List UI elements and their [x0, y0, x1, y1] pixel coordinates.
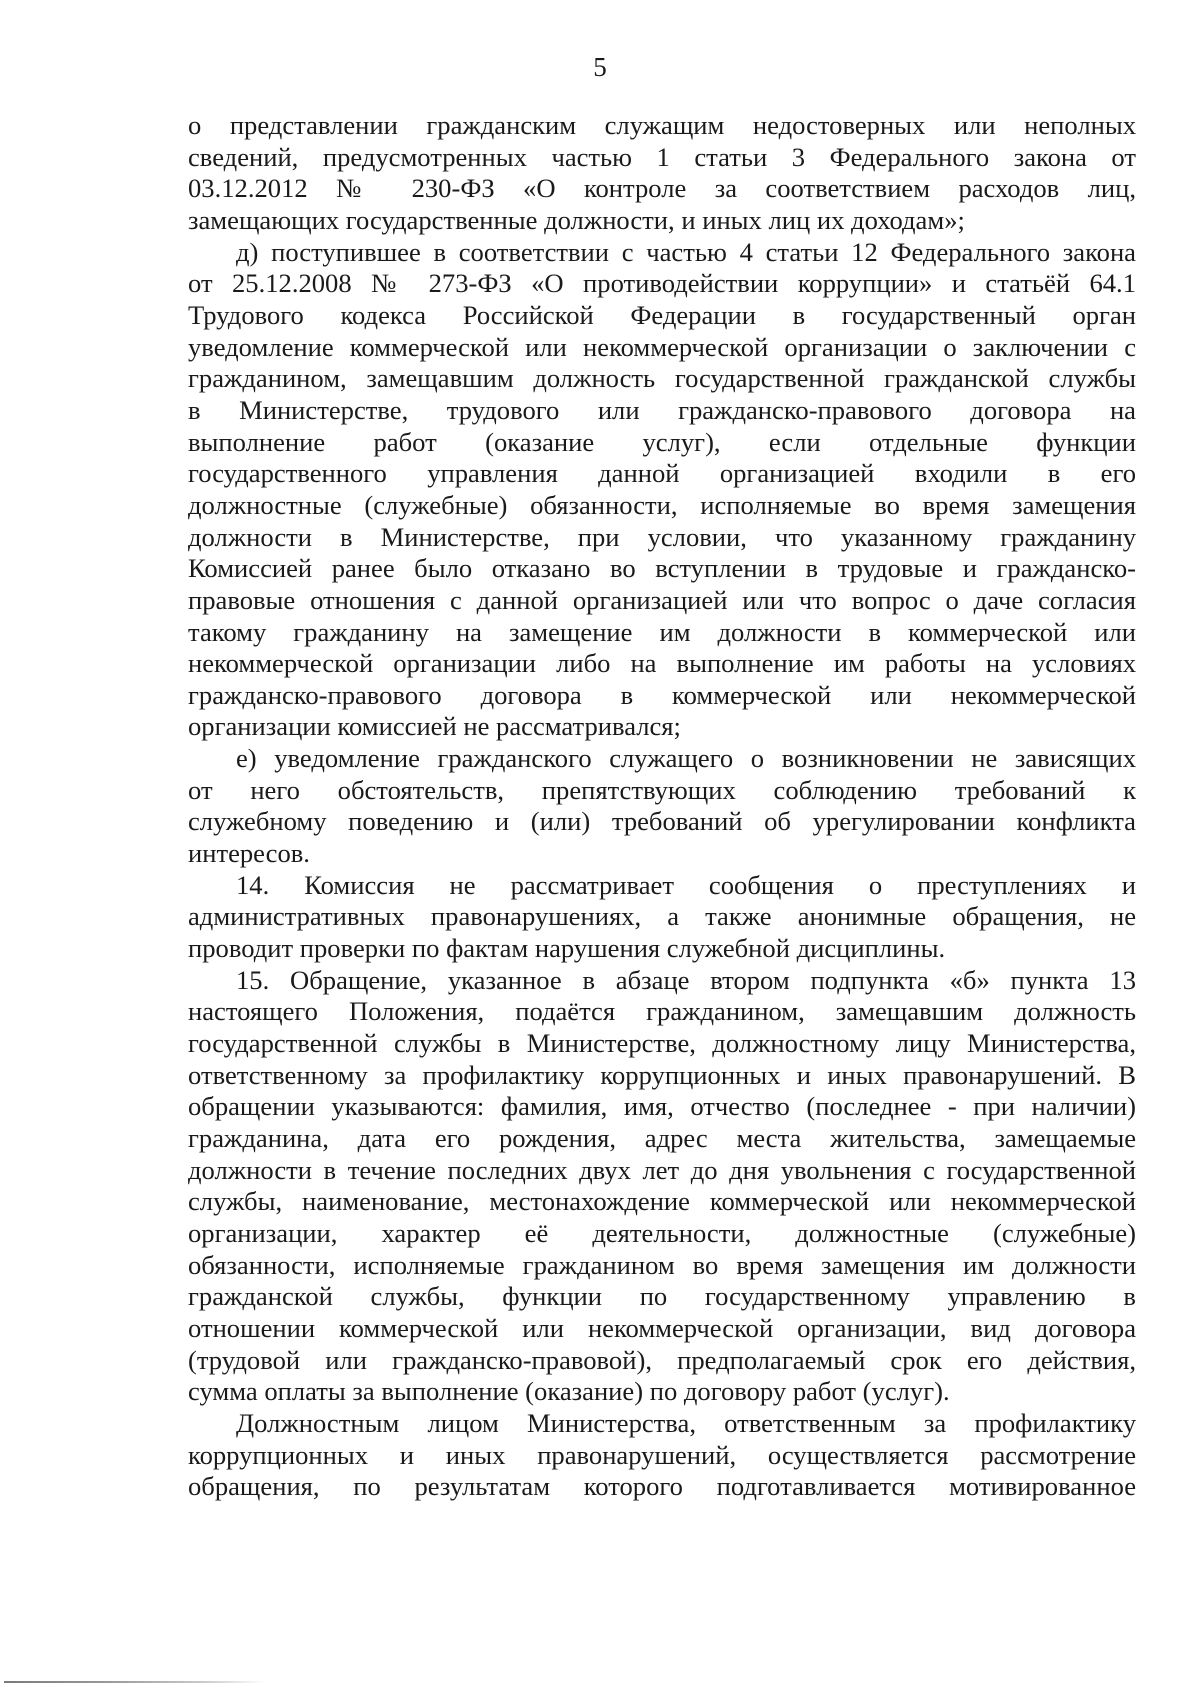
text-line: службы, наименование, местонахождение коммерческой или некоммерческой [188, 1186, 1136, 1217]
text-line: гражданина, дата его рождения, адрес места жительства, замещаемые [188, 1123, 1136, 1153]
text-line: административных правонарушениях, а также анонимные обращения, не [188, 901, 1136, 932]
text-line: должности в течение последних двух лет до дня увольнения с государственной [188, 1154, 1136, 1185]
text-line: государственной службы в Министерстве, должностному лицу Министерства, [188, 1028, 1136, 1059]
text-line: сведений, предусмотренных частью 1 статьи 3 Федерального закона от [188, 141, 1136, 172]
text-line: гражданско-правового договора в коммерческой или некоммерческой [188, 679, 1136, 710]
text-line: обязанности, исполняемые гражданином во время замещения им должности [188, 1249, 1136, 1280]
text-line: д) поступившее в соответствии с частью 4 статьи 12 Федерального закона [236, 236, 1136, 267]
text-line: о представлении гражданским служащим недостоверных или неполных [188, 110, 1136, 140]
text-line: должностные (служебные) обязанности, исполняемые во время замещения [188, 489, 1136, 520]
text-line: уведомление коммерческой или некоммерческой организации о заключении с [188, 331, 1136, 362]
text-line: выполнение работ (оказание услуг), если отдельные функции [188, 426, 1136, 457]
text-line: обращении указываются: фамилия, имя, отчество (последнее - при наличии) [188, 1091, 1136, 1122]
text-line: правовые отношения с данной организацией или что вопрос о даче согласия [188, 584, 1136, 615]
text-line: в Министерстве, трудового или гражданско-правового договора на [188, 394, 1136, 425]
text-line: замещающих государственные должности, и иных лиц их доходам»; [188, 204, 965, 235]
text-line: организации комиссией не рассматривался; [188, 711, 681, 742]
text-line: сумма оплаты за выполнение (оказание) по договору работ (услуг). [188, 1376, 950, 1407]
text-line: коррупционных и иных правонарушений, осуществляется рассмотрение [188, 1439, 1136, 1470]
text-line: Трудового кодекса Российской Федерации в государственный орган [188, 299, 1136, 330]
text-line: Должностным лицом Министерства, ответственным за профилактику [236, 1407, 1136, 1438]
text-line: гражданской службы, функции по государственному управлению в [188, 1281, 1136, 1312]
text-line: отношении коммерческой или некоммерческой организации, вид договора [188, 1312, 1136, 1343]
text-line: обращения, по результатам которого подготавливается мотивированное [188, 1471, 1136, 1502]
text-line: от него обстоятельств, препятствующих соблюдению требований к [188, 774, 1136, 805]
text-line: от 25.12.2008 № 273-ФЗ «О противодействии коррупции» и статьёй 64.1 [188, 268, 1136, 299]
page-number: 5 [593, 52, 607, 82]
text-line: 03.12.2012 № 230-ФЗ «О контроле за соответствием расходов лиц, [188, 173, 1136, 204]
document-body [188, 110, 1136, 1503]
text-line: е) уведомление гражданского служащего о возникновении не зависящих [236, 743, 1136, 774]
text-line: служебному поведению и (или) требований об урегулировании конфликта [188, 806, 1136, 837]
text-line: гражданином, замещавшим должность государственной гражданской службы [188, 363, 1136, 394]
text-line: государственного управления данной организацией входили в его [188, 458, 1136, 489]
scan-edge-line [4, 1681, 266, 1683]
text-line: организации, характер её деятельности, должностные (служебные) [188, 1217, 1136, 1248]
text-line: некоммерческой организации либо на выполнение им работы на условиях [188, 648, 1136, 679]
text-line: 15. Обращение, указанное в абзаце втором подпункта «б» пункта 13 [236, 964, 1136, 995]
text-line: настоящего Положения, подаётся гражданином, замещавшим должность [188, 996, 1136, 1027]
text-line: 14. Комиссия не рассматривает сообщения о преступлениях и [236, 869, 1136, 900]
text-line: (трудовой или гражданско-правовой), предполагаемый срок его действия, [188, 1344, 1136, 1375]
text-line: интересов. [188, 838, 310, 869]
text-line: проводит проверки по фактам нарушения служебной дисциплины. [188, 933, 946, 964]
text-line: Комиссией ранее было отказано во вступлении в трудовые и гражданско- [188, 553, 1136, 584]
text-line: ответственному за профилактику коррупционных и иных правонарушений. В [188, 1059, 1136, 1090]
text-line: такому гражданину на замещение им должности в коммерческой или [188, 616, 1136, 647]
text-line: должности в Министерстве, при условии, что указанному гражданину [188, 521, 1136, 552]
